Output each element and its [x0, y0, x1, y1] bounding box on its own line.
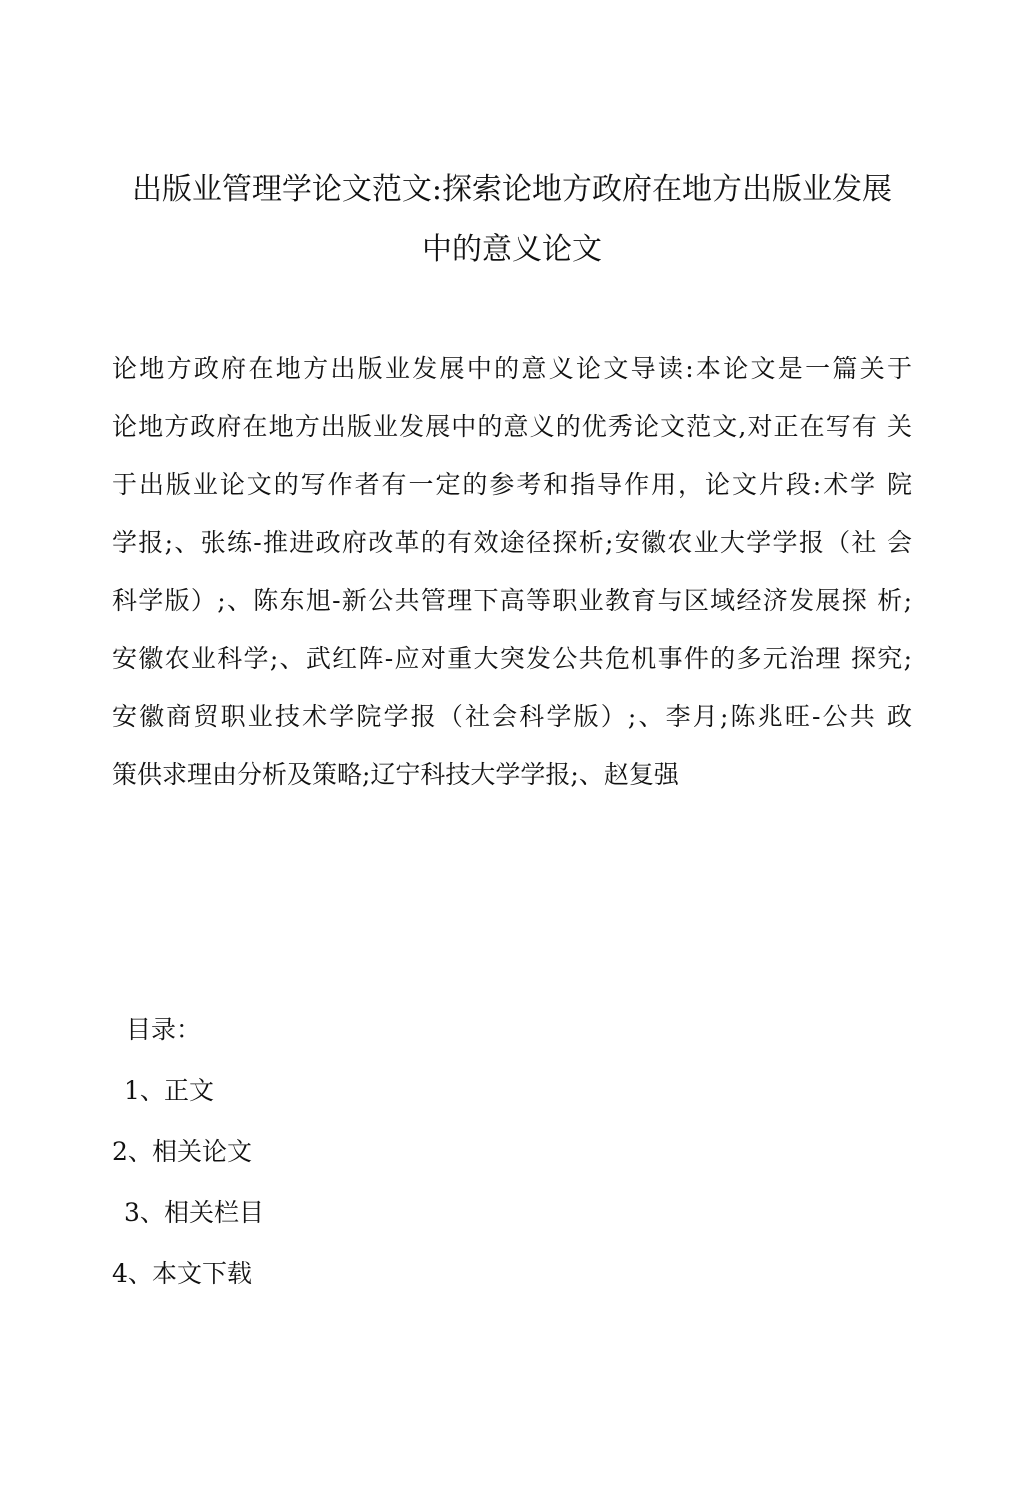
toc-item-number: 3、 — [124, 1198, 165, 1227]
body-line: 于出版业论文的写作者有一定的参考和指导作用，论文片段:术学 院 — [112, 470, 912, 499]
toc-heading: 目录： — [126, 1015, 202, 1044]
toc-item-label: 正文 — [164, 1076, 215, 1105]
title-line: 中的意义论文 — [422, 232, 602, 267]
body-line: 安徽商贸职业技术学院学报（社会科学版）;、李月;陈兆旺-公共 政 — [112, 702, 912, 731]
body-line: 安徽农业科学;、武红阵-应对重大突发公共危机事件的多元治理 探究; — [112, 644, 912, 673]
title-line: 出版业管理学论文范文:探索论地方政府在地方出版业发展 — [131, 172, 893, 207]
toc-item-number: 1、 — [124, 1076, 165, 1105]
body-line: 策供求理由分析及策略;辽宁科技大学学报;、赵复强 — [112, 760, 679, 789]
toc-item-main-text[interactable] — [112, 1060, 512, 1121]
toc-item-download[interactable] — [112, 1243, 512, 1304]
body-line: 论地方政府在地方出版业发展中的意义的优秀论文范文,对正在写有 关 — [112, 412, 912, 441]
body-line: 论地方政府在地方出版业发展中的意义论文导读:本论文是一篇关于 — [112, 354, 912, 383]
toc-item-label: 本文下载 — [152, 1259, 253, 1288]
body-line: 学报;、张练-推进政府改革的有效途径探析;安徽农业大学学报（社 会 — [112, 528, 912, 557]
body-line: 科学版）;、陈东旭-新公共管理下高等职业教育与区域经济发展探 析; — [112, 586, 912, 615]
toc-item-related-columns[interactable] — [112, 1182, 512, 1243]
table-of-contents — [112, 1000, 512, 1304]
document-abstract — [112, 340, 912, 804]
toc-item-label: 相关论文 — [152, 1137, 253, 1166]
toc-item-number: 4、 — [112, 1259, 153, 1288]
toc-item-number: 2、 — [112, 1137, 153, 1166]
toc-item-related-papers[interactable] — [112, 1121, 512, 1182]
toc-item-label: 相关栏目 — [164, 1198, 265, 1227]
document-title — [100, 160, 924, 280]
